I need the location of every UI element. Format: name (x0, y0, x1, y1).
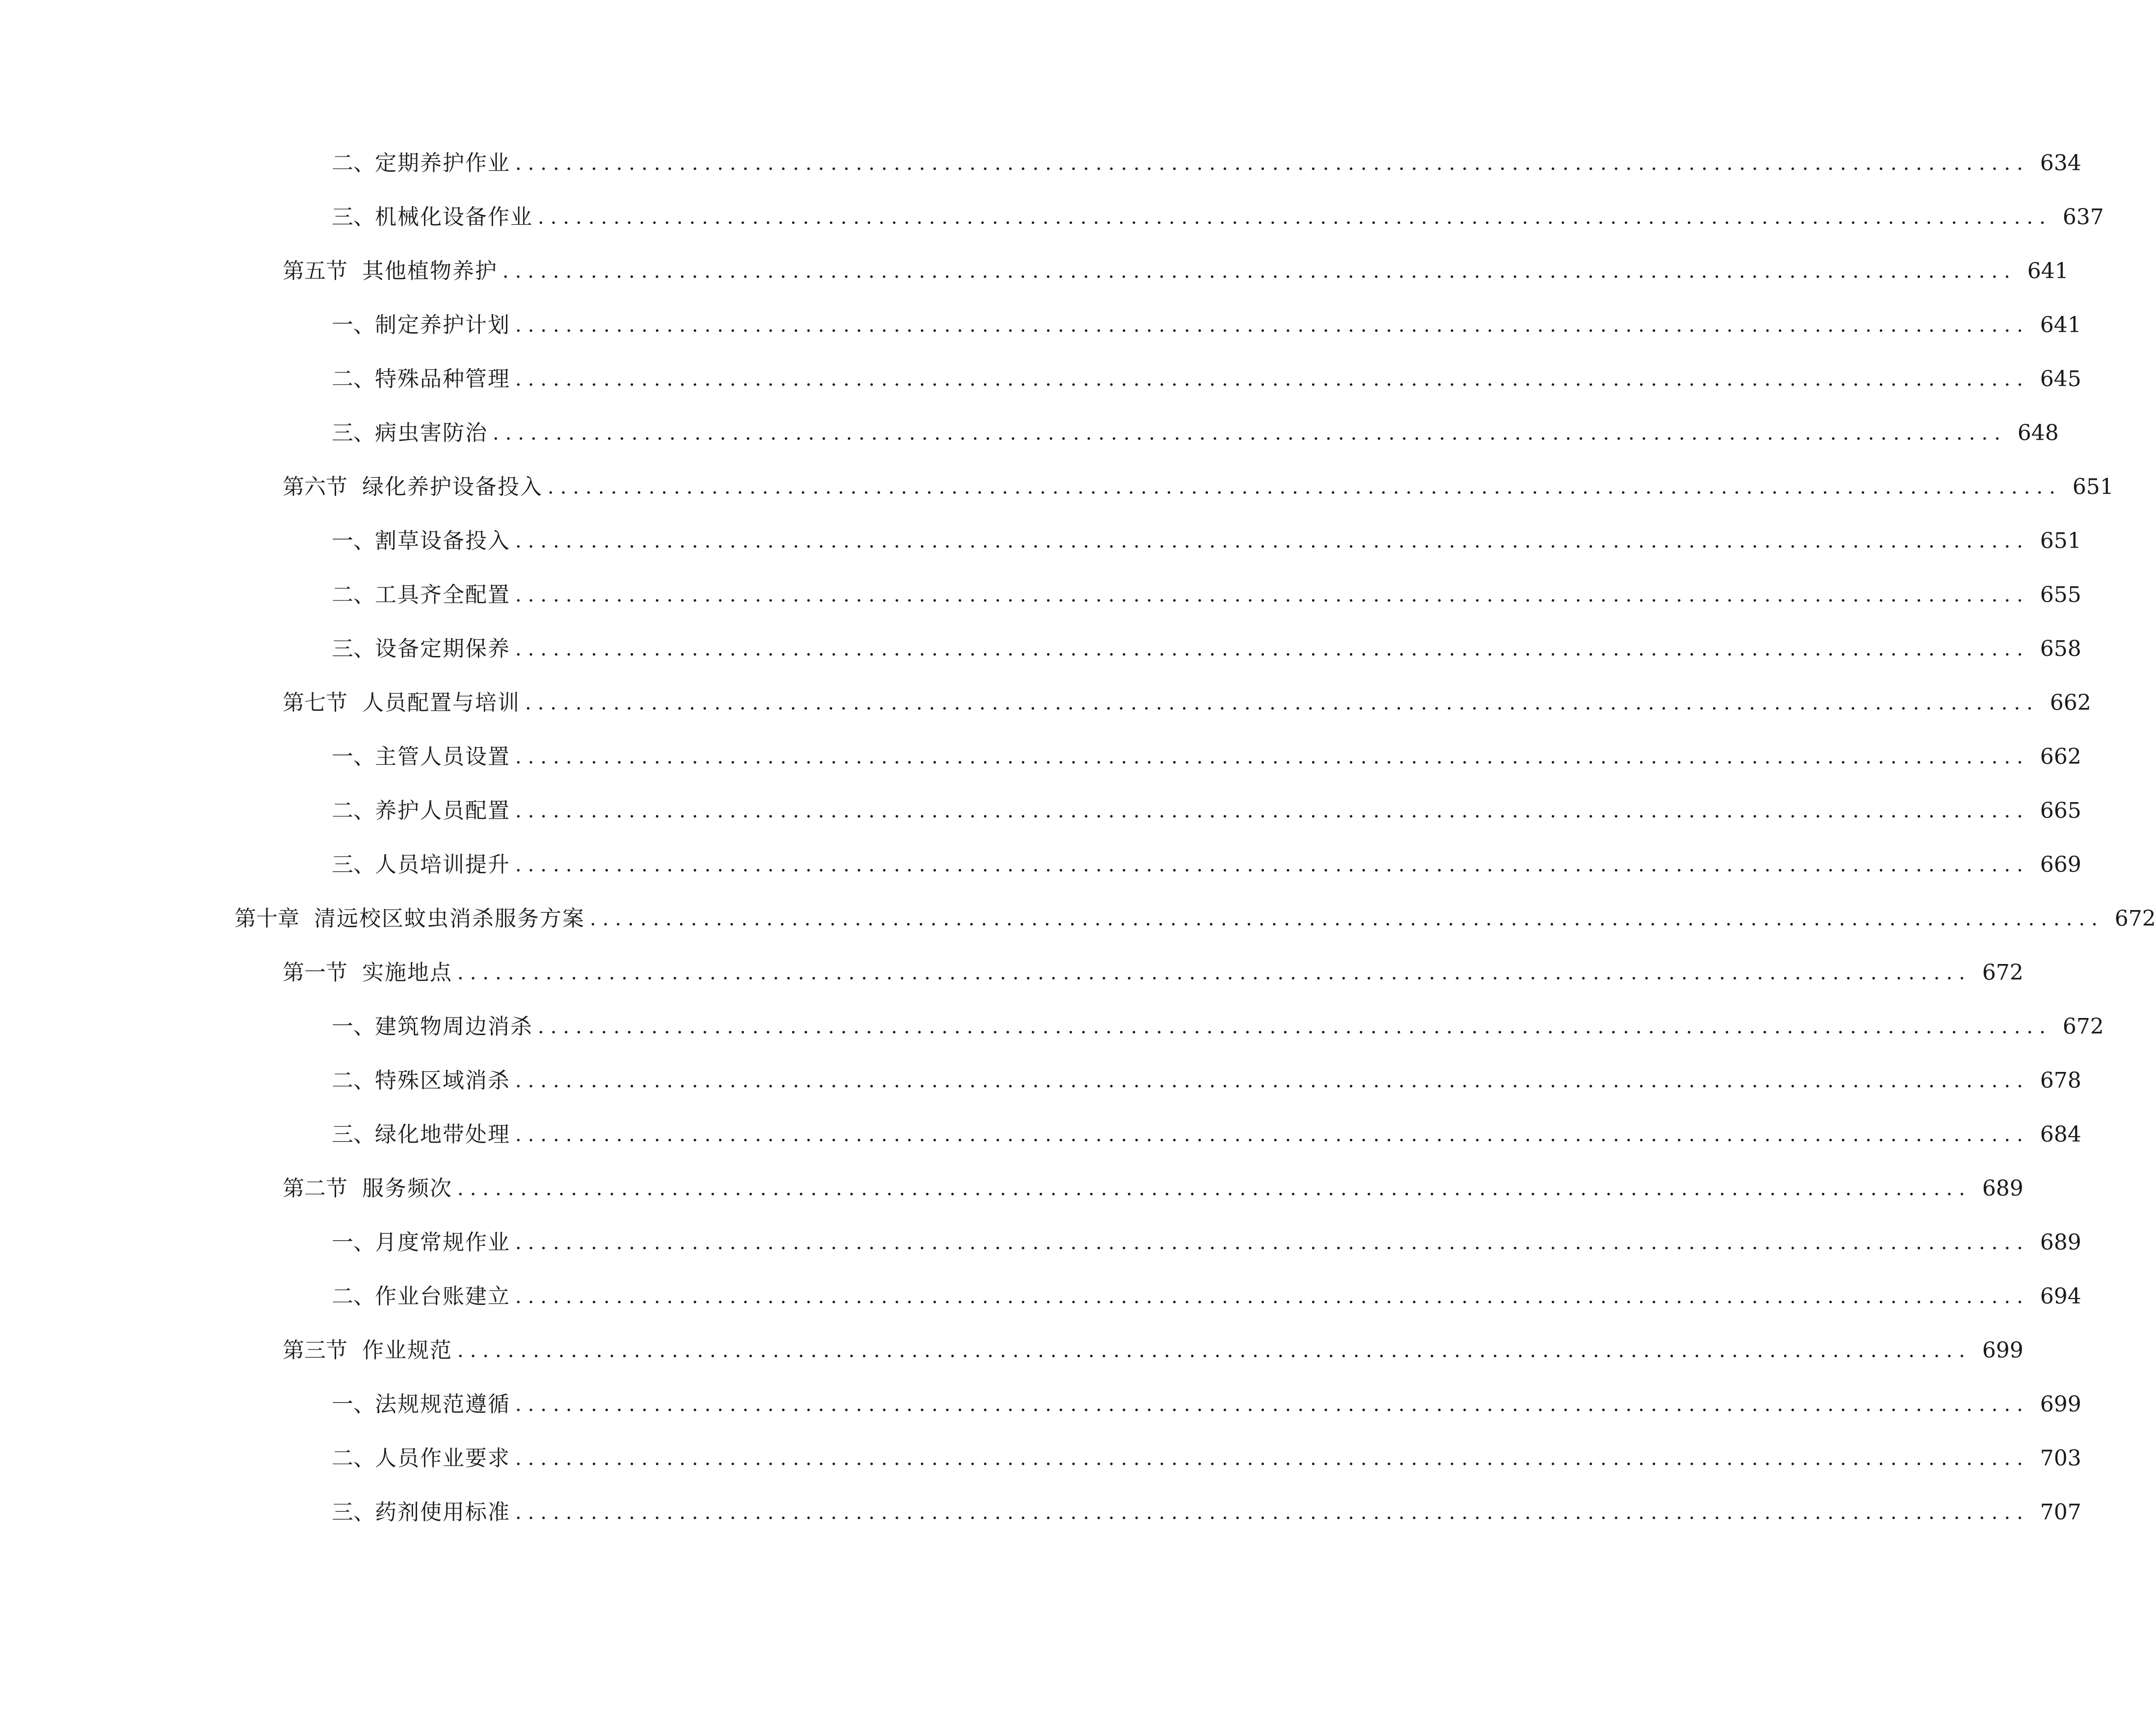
toc-dot-leader: ........................................................................................................................ (515, 1069, 2029, 1092)
toc-dot-leader: ........................................................................................................................ (457, 1177, 1972, 1200)
toc-entry-title: 建筑物周边消杀 (375, 1014, 533, 1039)
toc-dot-leader: ........................................................................................................................ (538, 1016, 2052, 1038)
toc-entry[interactable] (0, 892, 2156, 946)
toc-entry-number: 第十章 (235, 906, 299, 931)
toc-dot-leader: ........................................................................................................................ (515, 746, 2029, 768)
toc-entry-number: 三、 (332, 1122, 375, 1147)
toc-dot-leader: ........................................................................................................................ (548, 476, 2062, 498)
toc-dot-leader: ........................................................................................................................ (590, 908, 2104, 930)
toc-entry-number: 二、 (332, 366, 375, 391)
toc-entry[interactable] (0, 838, 2081, 892)
toc-entry-title: 法规规范遵循 (375, 1392, 510, 1417)
toc-entry-page: 655 (2040, 582, 2081, 607)
toc-entry[interactable] (0, 1378, 2081, 1432)
toc-entry-page: 689 (2040, 1230, 2081, 1255)
toc-entry-page: 694 (2040, 1284, 2081, 1309)
toc-entry-title: 工具齐全配置 (375, 582, 510, 607)
toc-dot-leader: ........................................................................................................................ (515, 530, 2029, 552)
toc-entry-page: 684 (2040, 1122, 2081, 1147)
toc-entry-title: 实施地点 (362, 960, 452, 985)
toc-entry-number: 第六节 (283, 474, 347, 499)
toc-entry-title: 清远校区蚊虫消杀服务方案 (314, 906, 585, 931)
toc-entry-page: 678 (2040, 1068, 2081, 1093)
toc-entry-number: 第三节 (283, 1338, 347, 1363)
toc-entry-title: 人员配置与培训 (362, 690, 520, 715)
toc-entry-title: 作业台账建立 (375, 1284, 510, 1309)
toc-entry-title: 病虫害防治 (375, 420, 488, 445)
toc-entry-title: 绿化地带处理 (375, 1122, 510, 1147)
toc-entry-page: 699 (2040, 1392, 2081, 1417)
toc-entry-number: 二、 (332, 151, 375, 176)
toc-entry-page: 669 (2040, 852, 2081, 877)
toc-entry[interactable] (0, 1432, 2081, 1486)
toc-entry-number: 一、 (332, 1230, 375, 1255)
toc-dot-leader: ........................................................................................................................ (515, 584, 2029, 606)
toc-entry[interactable] (0, 190, 2104, 244)
toc-entry-page: 662 (2050, 690, 2091, 715)
toc-entry-title: 月度常规作业 (375, 1230, 510, 1255)
toc-entry-title: 养护人员配置 (375, 798, 510, 823)
toc-entry-page: 703 (2040, 1446, 2081, 1471)
toc-entry[interactable] (0, 1324, 2024, 1378)
toc-entry[interactable] (0, 730, 2081, 784)
toc-entry-title: 定期养护作业 (375, 151, 510, 176)
toc-entry-number: 第一节 (283, 960, 347, 985)
toc-entry-title: 人员作业要求 (375, 1446, 510, 1471)
toc-entry-page: 651 (2040, 528, 2081, 553)
toc-entry[interactable] (0, 568, 2081, 622)
toc-entry[interactable] (0, 352, 2081, 406)
toc-entry-title: 制定养护计划 (375, 313, 510, 338)
toc-entry-number: 二、 (332, 1068, 375, 1093)
toc-entry[interactable] (0, 784, 2081, 838)
toc-entry[interactable] (0, 460, 2114, 514)
toc-entry-title: 特殊品种管理 (375, 366, 510, 391)
toc-entry-number: 第七节 (283, 690, 347, 715)
toc-entry-number: 二、 (332, 1284, 375, 1309)
toc-dot-leader: ........................................................................................................................ (525, 692, 2039, 714)
toc-dot-leader: ........................................................................................................................ (515, 1447, 2029, 1470)
toc-dot-leader: ........................................................................................................................ (515, 314, 2029, 337)
toc-entry-page: 672 (2114, 906, 2156, 931)
toc-entry[interactable] (0, 514, 2081, 568)
toc-entry-page: 699 (1982, 1338, 2024, 1363)
toc-entry-page: 641 (2027, 259, 2069, 284)
toc-entry-page: 648 (2017, 420, 2059, 445)
toc-entry-page: 637 (2062, 205, 2104, 230)
toc-entry-title: 特殊区域消杀 (375, 1068, 510, 1093)
toc-entry-number: 第五节 (283, 259, 347, 284)
toc-entry-page: 665 (2040, 798, 2081, 823)
toc-dot-leader: ........................................................................................................................ (457, 962, 1972, 984)
toc-entry-number: 一、 (332, 1014, 375, 1039)
toc-entry[interactable] (0, 406, 2059, 460)
toc-dot-leader: ........................................................................................................................ (515, 152, 2029, 175)
toc-entry-title: 割草设备投入 (375, 528, 510, 553)
toc-entry-number: 一、 (332, 1392, 375, 1417)
toc-entry-title: 机械化设备作业 (375, 205, 533, 230)
toc-entry-number: 三、 (332, 636, 375, 661)
toc-entry[interactable] (0, 1270, 2081, 1324)
toc-dot-leader: ........................................................................................................................ (515, 1393, 2029, 1416)
toc-entry-number: 三、 (332, 420, 375, 445)
toc-entry[interactable] (0, 622, 2081, 676)
toc-dot-leader: ........................................................................................................................ (515, 368, 2029, 391)
toc-entry[interactable] (0, 244, 2069, 298)
toc-entry[interactable] (0, 1000, 2104, 1054)
toc-entry-page: 641 (2040, 313, 2081, 338)
toc-entry-title: 作业规范 (362, 1338, 452, 1363)
toc-entry-title: 其他植物养护 (362, 259, 498, 284)
toc-entry[interactable] (0, 1108, 2081, 1162)
toc-dot-leader: ........................................................................................................................ (515, 1123, 2029, 1146)
toc-entry-page: 672 (1982, 960, 2024, 985)
toc-entry-page: 658 (2040, 636, 2081, 661)
toc-entry[interactable] (0, 136, 2081, 190)
toc-entry-number: 三、 (332, 852, 375, 877)
toc-entry-page: 645 (2040, 366, 2081, 391)
toc-entry-title: 药剂使用标准 (375, 1500, 510, 1525)
toc-entry-number: 一、 (332, 528, 375, 553)
toc-entry[interactable] (0, 1216, 2081, 1270)
toc-entry[interactable] (0, 1162, 2024, 1216)
toc-entry[interactable] (0, 1054, 2081, 1108)
toc-entry[interactable] (0, 298, 2081, 352)
toc-dot-leader: ........................................................................................................................ (515, 800, 2029, 822)
toc-entry-number: 第二节 (283, 1176, 347, 1201)
toc-entry-number: 一、 (332, 313, 375, 338)
toc-dot-leader: ........................................................................................................................ (515, 1231, 2029, 1254)
toc-entry[interactable] (0, 946, 2024, 1000)
toc-entry-title: 绿化养护设备投入 (362, 474, 543, 499)
toc-entry-page: 689 (1982, 1176, 2024, 1201)
toc-entry-title: 服务频次 (362, 1176, 452, 1201)
toc-dot-leader: ........................................................................................................................ (515, 638, 2029, 660)
table-of-contents (0, 136, 2156, 1539)
toc-entry-title: 设备定期保养 (375, 636, 510, 661)
toc-entry-number: 二、 (332, 798, 375, 823)
toc-entry-title: 人员培训提升 (375, 852, 510, 877)
toc-entry[interactable] (0, 676, 2091, 730)
toc-dot-leader: ........................................................................................................................ (457, 1339, 1972, 1362)
toc-entry[interactable] (0, 1486, 2081, 1539)
toc-dot-leader: ........................................................................................................................ (515, 854, 2029, 876)
toc-entry-page: 707 (2040, 1500, 2081, 1525)
toc-entry-page: 672 (2062, 1014, 2104, 1039)
toc-dot-leader: ........................................................................................................................ (493, 422, 2007, 444)
toc-dot-leader: ........................................................................................................................ (515, 1285, 2029, 1308)
toc-entry-number: 三、 (332, 1500, 375, 1525)
toc-entry-title: 主管人员设置 (375, 744, 510, 769)
toc-entry-number: 二、 (332, 1446, 375, 1471)
toc-entry-number: 一、 (332, 744, 375, 769)
toc-entry-page: 634 (2040, 151, 2081, 176)
toc-entry-number: 三、 (332, 205, 375, 230)
toc-entry-number: 二、 (332, 582, 375, 607)
toc-dot-leader: ........................................................................................................................ (538, 206, 2052, 229)
toc-dot-leader: ........................................................................................................................ (502, 260, 2017, 283)
toc-entry-page: 662 (2040, 744, 2081, 769)
toc-entry-page: 651 (2072, 474, 2114, 499)
toc-dot-leader: ........................................................................................................................ (515, 1501, 2029, 1524)
